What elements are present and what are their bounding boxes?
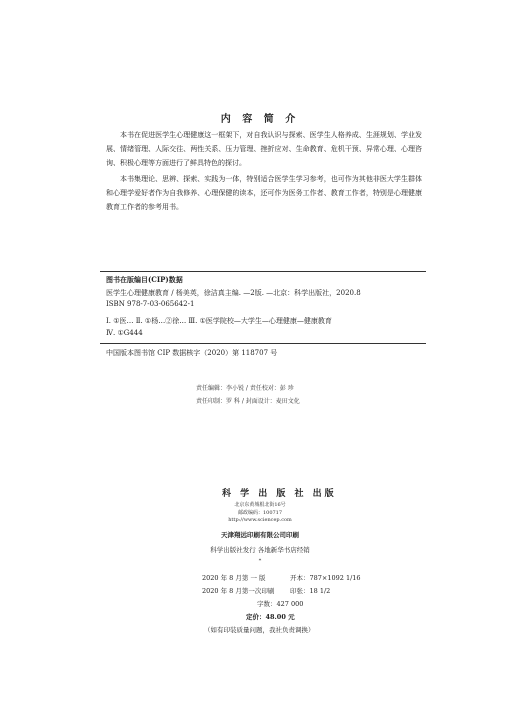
sheets: 印张：18 1/2	[290, 587, 331, 595]
word-count: 字数：427 000	[257, 600, 304, 608]
cip-classification-line: Ⅰ. ①医… Ⅱ. ①杨…②徐… Ⅲ. ①医学院校—大学生—心理健康—健康教育	[106, 317, 332, 325]
publisher-seal: 科 学 出 版 社 出版	[222, 489, 337, 499]
price: 定价：48.00 元	[246, 613, 295, 621]
production-credit: 责任印制：罗 科 / 封面设计：麦田文化	[196, 398, 300, 405]
edition-date: 2020 年 8 月第 一 版	[202, 574, 266, 582]
publisher-postcode: 邮政编码：100717	[237, 510, 283, 516]
cip-bottom-rule	[100, 343, 426, 344]
cip-classification-line: Ⅳ. ①G444	[106, 329, 143, 337]
intro-body	[106, 128, 422, 216]
intro-paragraph: 本书在促进医学生心理健康这一框架下，对自我认识与探索、医学生人格养成、生涯规划、学业发展、情绪管理、人际交往、两性关系、压力管理、挫折应对、生命教育、危机干预、异常心理、心理咨询、积极心理等方面进行了鲜具特色的探讨。	[106, 131, 422, 167]
distributor: 科学出版社发行 各地新华书店经销	[210, 546, 310, 554]
quality-notice: （如有印装质量问题，我社负责调换）	[204, 626, 315, 634]
intro-title: 内 容 简 介	[220, 114, 300, 125]
print-date: 2020 年 8 月第一次印刷	[202, 587, 275, 595]
editor-credit: 责任编辑：李小锐 / 责任校对：彭 珍	[196, 385, 294, 392]
cip-isbn: ISBN 978-7-03-065642-1	[106, 300, 195, 308]
publisher-address: 北京东黄城根北街16号	[234, 502, 286, 508]
cip-book-line: 医学生心理健康教育 / 杨美英，徐洁真主编. —2版. —北京：科学出版社，2020.8	[106, 289, 361, 297]
cip-record-number: 中国版本图书馆 CIP 数据核字（2020）第 118707 号	[106, 349, 278, 357]
printer: 天津翔远印刷有限公司印刷	[221, 531, 299, 539]
publisher-url: http://www.sciencep.com	[228, 517, 292, 523]
intro-paragraph: 本书集理论、思辨、探索、实践为一体，特别适合医学生学习参考，也可作为其他非医大学生群体和心理学爱好者作为自我修养、心理保健的读本，还可作为医务工作者、教育工作者，特别是心理健康教育工作者的参考用书。	[106, 175, 422, 211]
cip-heading: 图书在版编目(CIP)数据	[106, 275, 183, 284]
format: 开本：787×1092 1/16	[290, 574, 361, 582]
cip-top-rule	[100, 271, 426, 272]
separator-star: *	[258, 558, 262, 564]
